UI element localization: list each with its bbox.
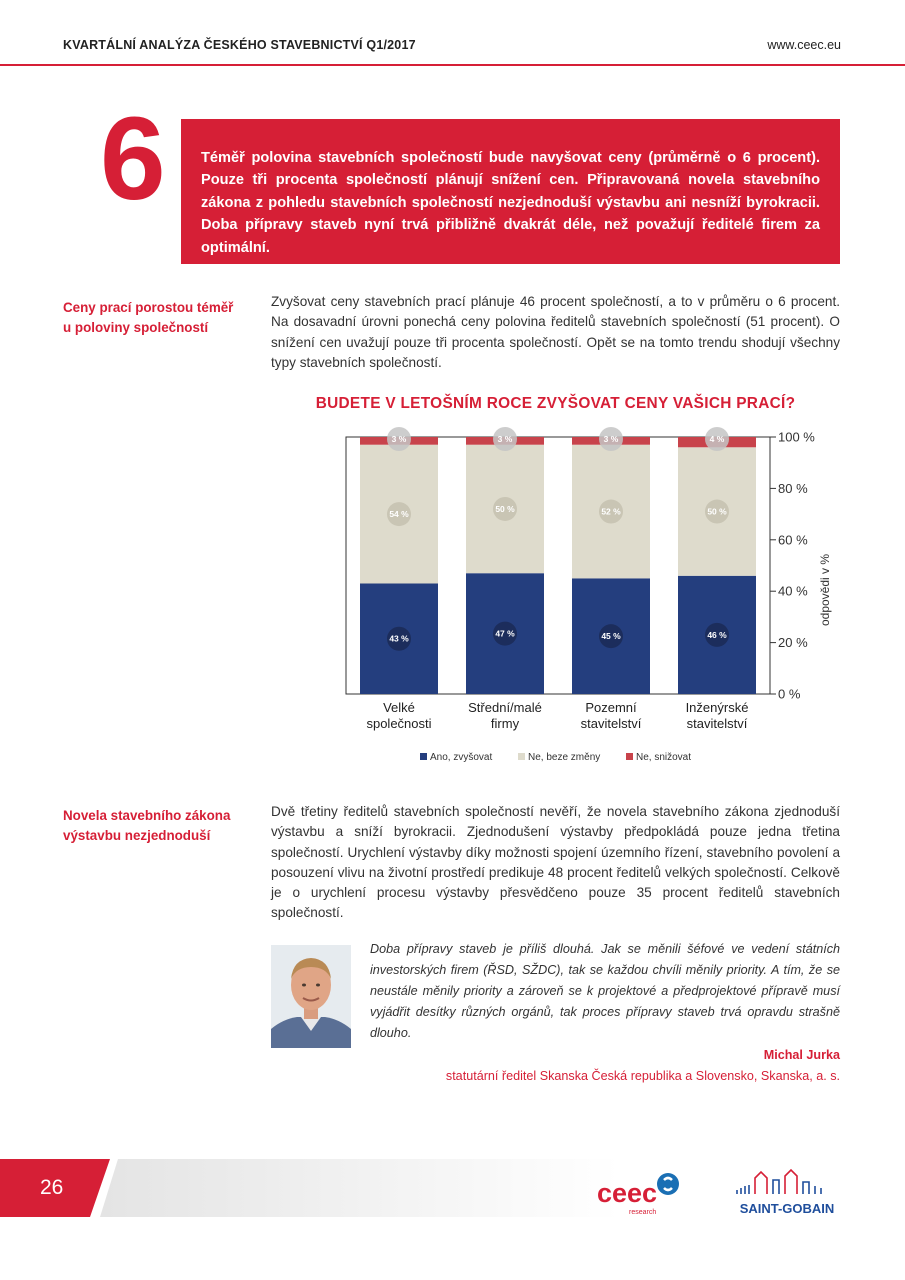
header-title: KVARTÁLNÍ ANALÝZA ČESKÉHO STAVEBNICTVÍ Q1/2017 xyxy=(63,38,416,52)
ceec-logo-text: ceec xyxy=(597,1178,658,1208)
section2-heading xyxy=(63,806,238,846)
data-label: 3 % xyxy=(391,434,407,444)
x-category-label: stavitelství xyxy=(686,716,748,731)
legend-swatch xyxy=(518,753,525,760)
data-label: 45 % xyxy=(601,631,621,642)
portrait-image xyxy=(271,945,351,1048)
data-label: 3 % xyxy=(497,434,513,444)
quote-author-name: Michal Jurka xyxy=(763,1048,840,1062)
quote-author-role: statutární ředitel Skanska Česká republika a Slovensko, Skanska, a. s. xyxy=(445,1069,840,1083)
legend-label: Ne, beze změny xyxy=(528,752,601,763)
data-label: 50 % xyxy=(495,503,515,514)
ceec-logo-mark xyxy=(657,1173,679,1195)
x-category-label: Velké xyxy=(383,700,415,715)
data-label: 4 % xyxy=(709,434,725,444)
stacked-bar-chart xyxy=(300,425,860,765)
header-divider xyxy=(0,64,905,66)
highlight-number: 6 xyxy=(100,93,166,225)
ceec-logo xyxy=(595,1170,690,1220)
x-category-label: firmy xyxy=(490,716,520,731)
y-tick-label: 100 % xyxy=(778,429,815,445)
data-label: 43 % xyxy=(389,633,409,644)
x-category-label: společnosti xyxy=(366,716,432,731)
highlight-box xyxy=(181,119,840,264)
y-tick-label: 0 % xyxy=(778,686,801,702)
x-category-label: stavitelství xyxy=(580,716,642,731)
y-tick-label: 80 % xyxy=(778,480,808,496)
x-category-label: Pozemní xyxy=(585,700,637,715)
legend-swatch xyxy=(420,753,427,760)
header-url[interactable]: www.ceec.eu xyxy=(767,38,841,52)
section2-heading-line2: výstavbu nezjednoduší xyxy=(63,828,211,843)
footer-band xyxy=(100,1159,620,1217)
highlight-text: Téměř polovina stavebních společností bude navyšovat ceny (průměrně o 6 procent). Pouze tři procenta společností plánují snížení cen. Připravovaná novela stavebního zákona z pohledu stavebních společností nezjednoduší výstavbu ani nesníží byrokracii. Doba přípravy staveb nyní trvá přibližně dvakrát déle, než považují ředitelé firem za optimální. xyxy=(201,150,820,256)
ceec-logo-subtext: research xyxy=(629,1209,657,1216)
page-number-badge xyxy=(0,1159,110,1217)
section1-heading xyxy=(63,298,238,338)
section1-heading-line1: Ceny prací porostou téměř xyxy=(63,300,234,315)
chart-title: BUDETE V LETOŠNÍM ROCE ZVYŠOVAT CENY VAŠICH PRACÍ? xyxy=(315,395,796,412)
y-tick-label: 40 % xyxy=(778,583,808,599)
x-category-label: Inženýrské xyxy=(685,700,749,715)
saint-gobain-logo-text: SAINT-GOBAIN xyxy=(739,1201,835,1216)
portrait-photo xyxy=(271,945,351,1048)
y-tick-label: 20 % xyxy=(778,635,808,651)
section1-text: Zvyšovat ceny stavebních prací plánuje 46 procent společností, a to v průměru o 6 procent. Na dosavadní úrovni ponechá ceny polovina ředitelů stavebních společností (51 procent). O snížení cen uvažují pouze tři procenta společností. Opět se na tomto trendu shodují všechny typy stavebních společností. xyxy=(271,294,840,370)
data-label: 46 % xyxy=(707,629,727,640)
y-axis-title-text: odpovědi v % xyxy=(818,553,832,627)
saint-gobain-logo xyxy=(727,1168,847,1218)
quote-text: Doba přípravy staveb je příliš dlouhá. Jak se měnili šéfové ve vedení státních investorských firem (ŘSD, SŽDC), tak se každou chvíli měnily priority. A tím, že se neustále měnily priority a zároveň se k projektové a předprojektové přípravě musí vyjádřit desítky různých orgánů, tak proces přípravy staveb trvá opravdu strašně dlouho. xyxy=(370,942,840,1040)
y-tick-label: 60 % xyxy=(778,532,808,548)
data-label: 47 % xyxy=(495,628,515,639)
section2-text: Dvě třetiny ředitelů stavebních společností nevěří, že novela stavebního zákona zjednoduší výstavbu a sníží byrokracii. Zjednodušení výstavby předpokládá pouze jedna třetina společností. Urychlení výstavby díky možnosti spojení územního řízení, stavebního povolení a posouzení vlivu na životní prostředí predikuje 48 procent ředitelů velkých společností. Celkově je o urychlení procesu výstavby přesvědčeno pouze 35 procent ředitelů stavebních společností. xyxy=(271,804,840,921)
data-label: 54 % xyxy=(389,509,409,520)
section2-heading-line1: Novela stavebního zákona xyxy=(63,808,231,823)
x-category-label: Střední/malé xyxy=(468,700,542,715)
data-label: 3 % xyxy=(603,434,619,444)
data-label: 52 % xyxy=(601,506,621,517)
section1-heading-line2: u poloviny společností xyxy=(63,320,209,335)
legend-swatch xyxy=(626,753,633,760)
data-label: 50 % xyxy=(707,506,727,517)
legend-label: Ne, snižovat xyxy=(636,752,692,763)
y-axis-title xyxy=(811,535,841,645)
legend-label: Ano, zvyšovat xyxy=(430,752,493,763)
page-number: 26 xyxy=(40,1176,64,1199)
saint-gobain-skyline-icon xyxy=(737,1170,821,1194)
